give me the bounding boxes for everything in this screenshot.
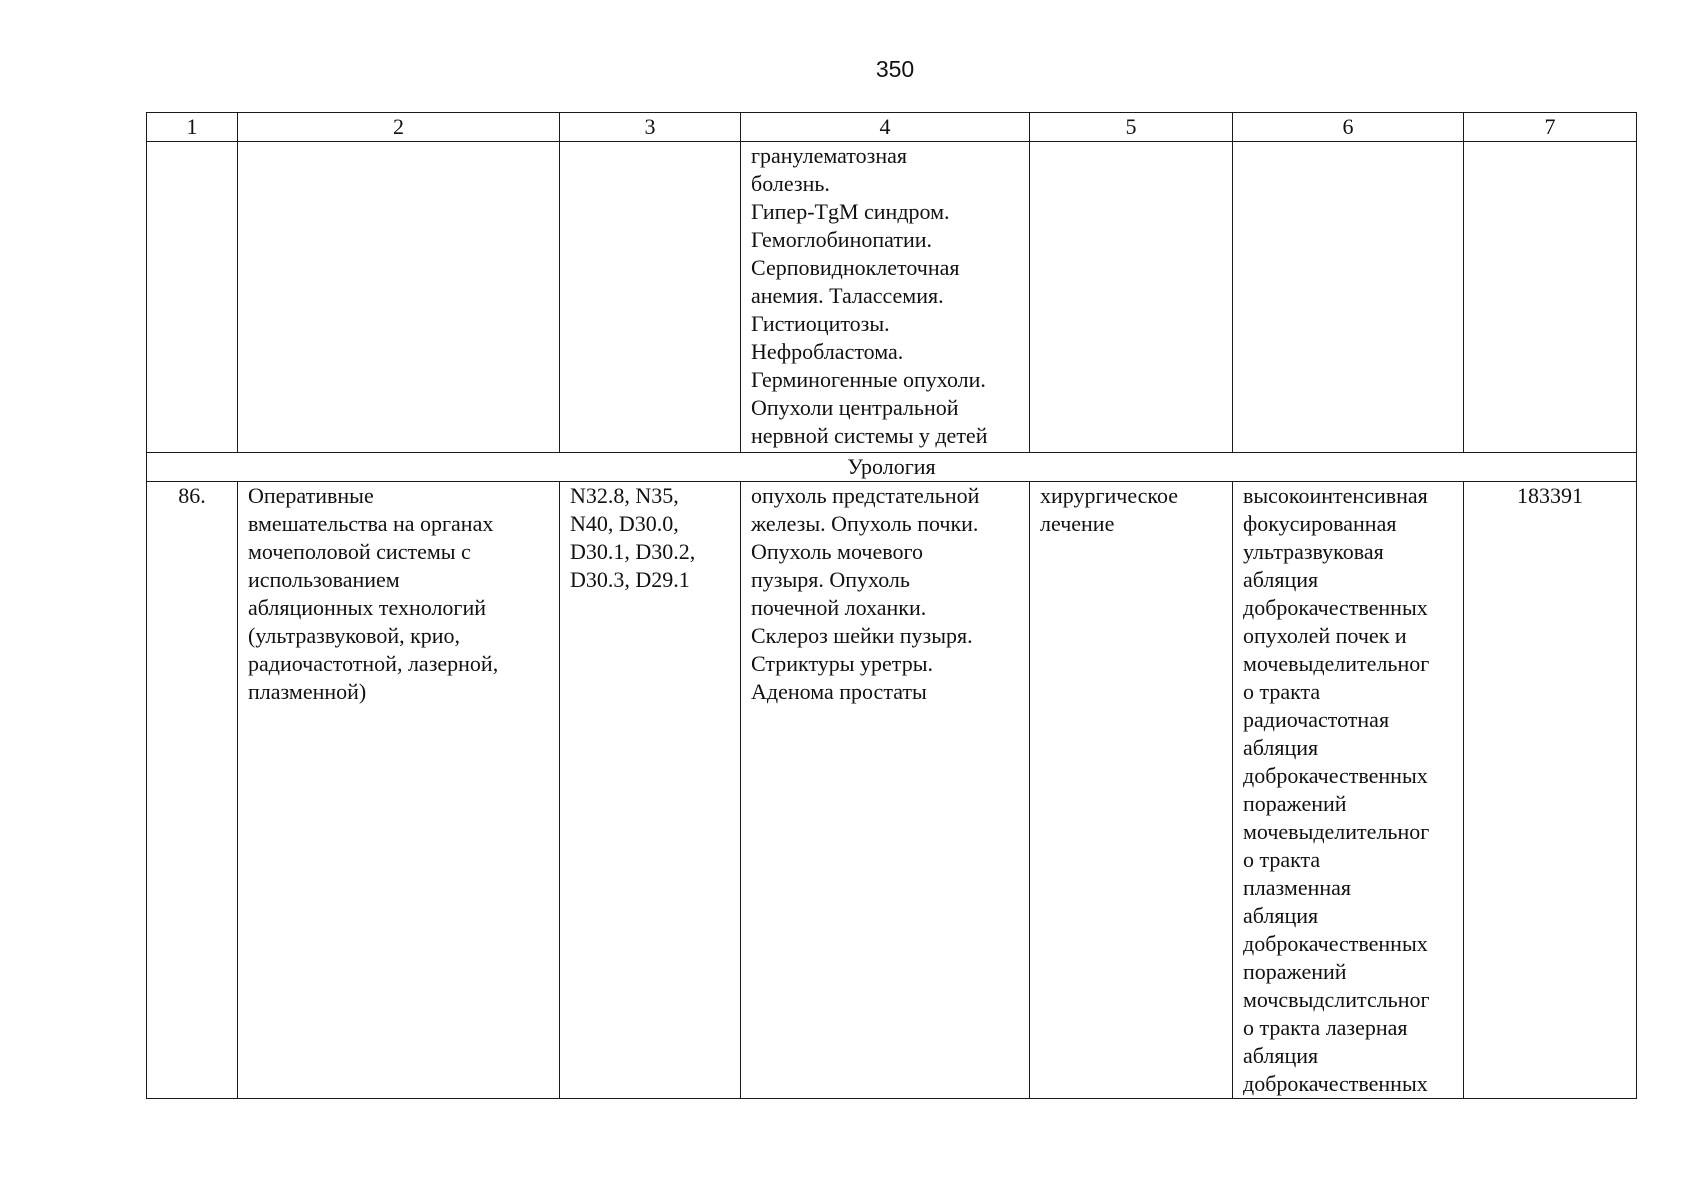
continuation-row [147,142,1637,453]
diagnosis-continuation-cell: гранулематозная болезнь. Гипер-TgM синдром. Гемоглобинопатии. Серповидноклеточная анемия. Талассемия. Гистиоцитозы. Нефробластома. Герминогенные опухоли. Опухоли центральной нервной системы у детей [741,142,1030,453]
row-number-cell: 86. [147,482,238,1099]
column-header: 3 [560,113,741,142]
empty-cell [560,142,741,453]
medical-services-table [146,112,1637,1099]
icd-codes-cell: N32.8, N35, N40, D30.0, D30.1, D30.2, D30.3, D29.1 [560,482,741,1099]
empty-cell [147,142,238,453]
empty-cell [1233,142,1464,453]
column-header: 5 [1030,113,1233,142]
empty-cell [1030,142,1233,453]
column-header: 1 [147,113,238,142]
column-header: 6 [1233,113,1464,142]
empty-cell [1464,142,1637,453]
page-number: 350 [875,56,915,82]
column-number-row [147,113,1637,142]
empty-cell [238,142,560,453]
section-row [147,453,1637,482]
amount-cell: 183391 [1464,482,1637,1099]
column-header: 4 [741,113,1030,142]
treatment-type-cell: хирургическое лечение [1030,482,1233,1099]
treatment-method-cell: высокоинтенсивная фокусированная ультразвуковая абляция доброкачественных опухолей почек и мочевыделительног о тракта радиочастотная абляция доброкачественных поражений мочевыделительног о тракта плазменная абляция доброкачественных поражений мочсвыдслитсльног о тракта лазерная абляция доброкачественных [1233,482,1464,1099]
column-header: 7 [1464,113,1637,142]
column-header: 2 [238,113,560,142]
intervention-cell: Оперативные вмешательства на органах мочеполовой системы с использованием абляционных технологий (ультразвуковой, крио, радиочастотной, лазерной, плазменной) [238,482,560,1099]
diagnosis-cell: опухоль предстательной железы. Опухоль почки. Опухоль мочевого пузыря. Опухоль почечной лоханки. Склероз шейки пузыря. Стриктуры уретры. Аденома простаты [741,482,1030,1099]
table-row [147,482,1637,1099]
section-title: Урология [147,453,1637,482]
